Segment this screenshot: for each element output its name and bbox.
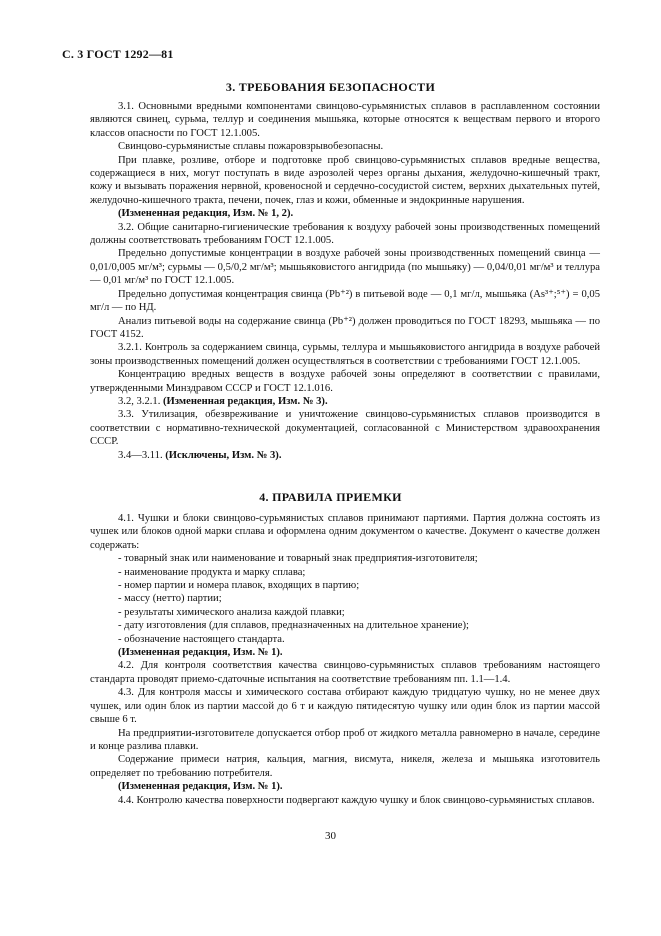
- paragraph: [90, 100, 600, 140]
- paragraph-text: 4.3. Для контроля массы и химического состава отбирают каждую тридцатую чушку, но не менее двух чушек, или один блок из партии массой до 6 т и каждую пятидесятую чушку или один блок из партии массой свыше 6 т.: [90, 687, 600, 726]
- paragraph: [90, 315, 600, 342]
- paragraph-text: Анализ питьевой воды на содержание свинца (Pb⁺²) должен проводиться по ГОСТ 18293, мышьяка — по ГОСТ 4152.: [90, 315, 600, 340]
- page-number: 30: [325, 830, 336, 842]
- section-3-body: [90, 100, 600, 462]
- required-contents-list: [90, 552, 600, 646]
- paragraph: [90, 154, 600, 208]
- paragraph: [90, 408, 600, 448]
- page-header: С. 3 ГОСТ 1292—81: [62, 47, 174, 61]
- paragraph: [90, 341, 600, 368]
- paragraph-text: Свинцово-сурьмянистые сплавы пожаровзрывобезопасны.: [118, 141, 384, 153]
- amendment-note: (Измененная редакция, Изм. № 1).: [118, 781, 283, 793]
- paragraph-text: 3.4—3.11.: [118, 449, 166, 461]
- section-3-title: 3. ТРЕБОВАНИЯ БЕЗОПАСНОСТИ: [225, 80, 436, 94]
- paragraph: [90, 221, 600, 248]
- section-4-title: 4. ПРАВИЛА ПРИЕМКИ: [259, 490, 402, 504]
- paragraph-text: 3.2.1. Контроль за содержанием свинца, сурьмы, теллура и мышьяковистого ангидрида в воздухе рабочей зоны производственных помещений должен осуществляться в соответствии с требованиями ГОСТ 12.1.005.: [90, 342, 600, 367]
- list-item: - номер партии и номера плавок, входящих в партию;: [118, 580, 360, 592]
- amendment-note: (Измененная редакция, Изм. № 1, 2).: [118, 208, 294, 220]
- paragraph-text: 3.3. Утилизация, обезвреживание и уничтожение свинцово-сурьмянистых сплавов производится в соответствии с нормативно-технической документацией, согласованной с Министерством здравоохранения СССР.: [90, 409, 600, 448]
- paragraph-text: 3.2. Общие санитарно-гигиенические требования к воздуху рабочей зоны производственных помещений должны соответствовать требованиям ГОСТ 12.1.005.: [90, 221, 600, 247]
- paragraph: [90, 368, 600, 395]
- amendment-note: (Исключены, Изм. № 3).: [165, 449, 282, 461]
- paragraph-text: Предельно допустимые концентрации в воздухе рабочей зоны производственных помещений свинца — 0,01/0,005 мг/м³; сурьмы — 0,5/0,2 мг/м³; мышьяковистого ангидрида (по мышьяку) — 0,04/0,01 мг/м³ и теллура — 0,01 мг/м³ по ГОСТ 12.1.005.: [90, 248, 600, 287]
- list-item: - результаты химического анализа каждой плавки;: [118, 606, 345, 618]
- paragraph-text: При плавке, розливе, отборе и подготовке проб свинцово-сурьмянистых сплавов вредные вещества, содержащиеся в них, могут поступать в виде аэрозолей через органы дыхания, желудочно-кишечный тракт, кожу и вызывать поражения нервной, кровеносной и сердечно-сосудистой систем, верхних дыхательных путей, желудочно-кишечного тракта, печени, почек, глаз и кожи, обменные и эндокринные нарушения.: [90, 154, 600, 206]
- paragraph: [90, 140, 600, 153]
- paragraph: [90, 395, 600, 408]
- section-4-intro: 4.1. Чушки и блоки свинцово-сурьмянистых сплавов принимают партиями. Партия должна состоять из чушек или блоков одной марки сплава и оформлена одним документом о качестве. Документ о качестве должен содержать:: [90, 513, 600, 551]
- paragraph: [90, 659, 600, 686]
- paragraph: [90, 780, 600, 793]
- paragraph: [90, 686, 600, 726]
- list-item: - товарный знак или наименование и товарный знак предприятия-изготовителя;: [118, 553, 478, 565]
- paragraph-text: Содержание примеси натрия, кальция, магния, висмута, никеля, железа и мышьяка изготовитель определяет по требованию потребителя.: [90, 754, 600, 779]
- amendment-note: (Измененная редакция, Изм. № 3).: [163, 395, 328, 407]
- paragraph: [90, 288, 600, 315]
- paragraph-text: Предельно допустимая концентрация свинца (Pb⁺²) в питьевой воде — 0,1 мг/л, мышьяка (As³⁺;⁵⁺) = 0,05 мг/л — по НД.: [90, 288, 600, 314]
- section-4-body: [90, 512, 600, 807]
- paragraph-text: 3.1. Основными вредными компонентами свинцово-сурьмянистых сплавов в расплавленном состоянии являются свинец, сурьма, теллур и соединения мышьяка, которые относятся к веществам первого и второго классов опасности по ГОСТ 12.1.005.: [90, 101, 600, 139]
- paragraph-text: 4.2. Для контроля соответствия качества свинцово-сурьмянистых сплавов требованиям настоящего стандарта проводят приемо-сдаточные испытания на соответствие требованиям пп. 1.1—1.4.: [90, 660, 600, 685]
- paragraph-text: 4.4. Контролю качества поверхности подвергают каждую чушку и блок свинцово-сурьмянистых сплавов.: [118, 794, 595, 806]
- list-item: - массу (нетто) партии;: [118, 593, 222, 605]
- list-item: - наименование продукта и марку сплава;: [118, 566, 306, 578]
- paragraph-text: Концентрацию вредных веществ в воздухе рабочей зоны определяют в соответствии с правилами, утвержденными Минздравом СССР и ГОСТ 12.1.016.: [90, 369, 600, 394]
- paragraph: [90, 727, 600, 754]
- list-item: - обозначение настоящего стандарта.: [118, 633, 285, 645]
- paragraph: [90, 794, 600, 807]
- list-item: - дату изготовления (для сплавов, предназначенных на длительное хранение);: [118, 620, 469, 632]
- amendment-note: (Измененная редакция, Изм. № 1).: [118, 647, 283, 659]
- paragraph: [90, 449, 600, 462]
- paragraph-text: 3.2, 3.2.1.: [118, 395, 164, 407]
- paragraph: [90, 646, 600, 659]
- paragraph: [90, 753, 600, 780]
- paragraph: [90, 247, 600, 287]
- paragraph-text: На предприятии-изготовителе допускается отбор проб от жидкого металла равномерно в начале, середине и конце разлива плавки.: [90, 727, 600, 752]
- section-4-paragraphs: [90, 646, 600, 807]
- paragraph: [90, 207, 600, 220]
